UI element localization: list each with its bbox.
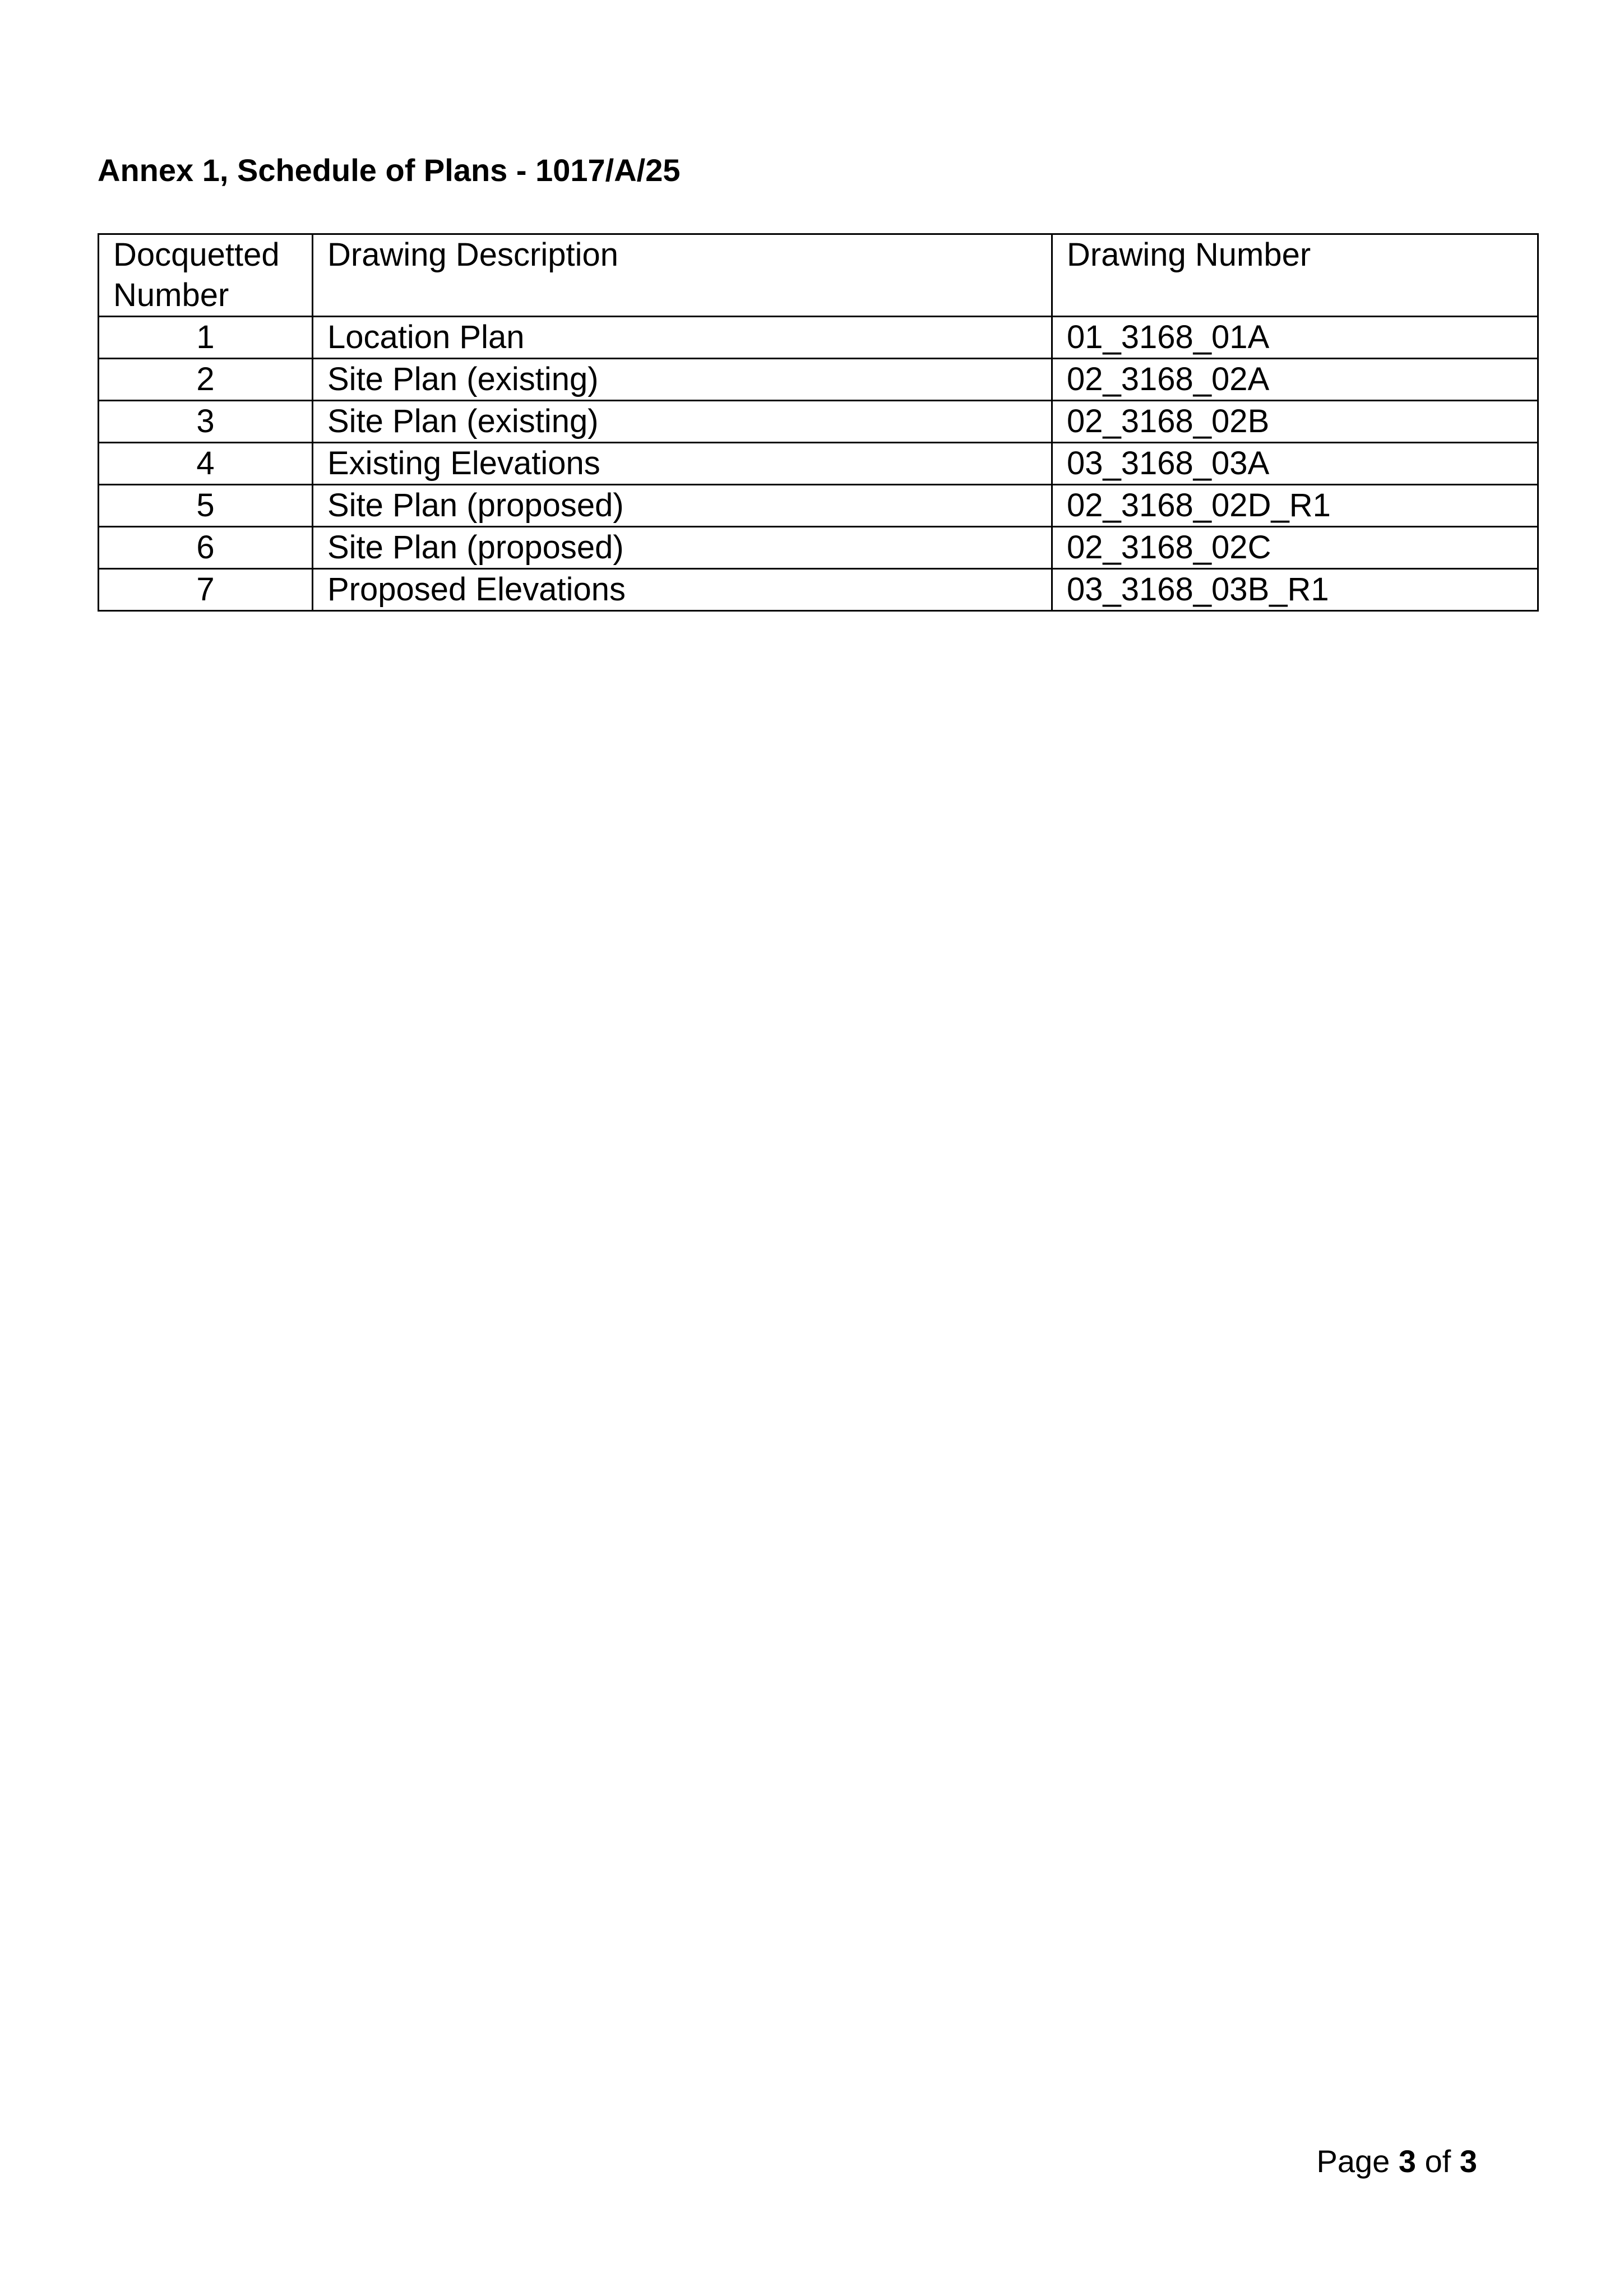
page-number-footer <box>1317 2142 1478 2180</box>
drawing-description-cell: Site Plan (proposed) <box>313 485 1052 527</box>
drawing-number-cell: 01_3168_01A <box>1052 317 1538 359</box>
docquetted-number-cell: 4 <box>99 443 313 485</box>
drawing-number-cell: 02_3168_02B <box>1052 401 1538 443</box>
drawing-number-cell: 02_3168_02C <box>1052 527 1538 569</box>
drawing-number-cell: 02_3168_02D_R1 <box>1052 485 1538 527</box>
table-row <box>99 527 1538 569</box>
header-drawing-number: Drawing Number <box>1052 234 1538 317</box>
docquetted-number-cell: 7 <box>99 569 313 611</box>
header-docquetted-number: Docquetted Number <box>99 234 313 317</box>
drawing-number-cell: 03_3168_03A <box>1052 443 1538 485</box>
drawing-description-cell: Site Plan (existing) <box>313 401 1052 443</box>
current-page-number: 3 <box>1398 2144 1417 2179</box>
document-title: Annex 1, Schedule of Plans - 1017/A/25 <box>98 152 681 188</box>
header-drawing-description: Drawing Description <box>313 234 1052 317</box>
drawing-number-cell: 03_3168_03B_R1 <box>1052 569 1538 611</box>
drawing-description-cell: Site Plan (proposed) <box>313 527 1052 569</box>
docquetted-number-cell: 2 <box>99 359 313 401</box>
schedule-of-plans-table <box>98 233 1539 612</box>
drawing-number-cell: 02_3168_02A <box>1052 359 1538 401</box>
table-row <box>99 569 1538 611</box>
drawing-description-cell: Location Plan <box>313 317 1052 359</box>
of-label: of <box>1424 2144 1451 2179</box>
table-row <box>99 485 1538 527</box>
total-pages-number: 3 <box>1459 2144 1477 2179</box>
page-label: Page <box>1316 2144 1390 2179</box>
docquetted-number-cell: 3 <box>99 401 313 443</box>
docquetted-number-cell: 5 <box>99 485 313 527</box>
docquetted-number-cell: 6 <box>99 527 313 569</box>
drawing-description-cell: Existing Elevations <box>313 443 1052 485</box>
drawing-description-cell: Proposed Elevations <box>313 569 1052 611</box>
table-row <box>99 443 1538 485</box>
drawing-description-cell: Site Plan (existing) <box>313 359 1052 401</box>
table-row <box>99 317 1538 359</box>
table-row <box>99 359 1538 401</box>
table-header-row <box>99 234 1538 317</box>
docquetted-number-cell: 1 <box>99 317 313 359</box>
table-row <box>99 401 1538 443</box>
